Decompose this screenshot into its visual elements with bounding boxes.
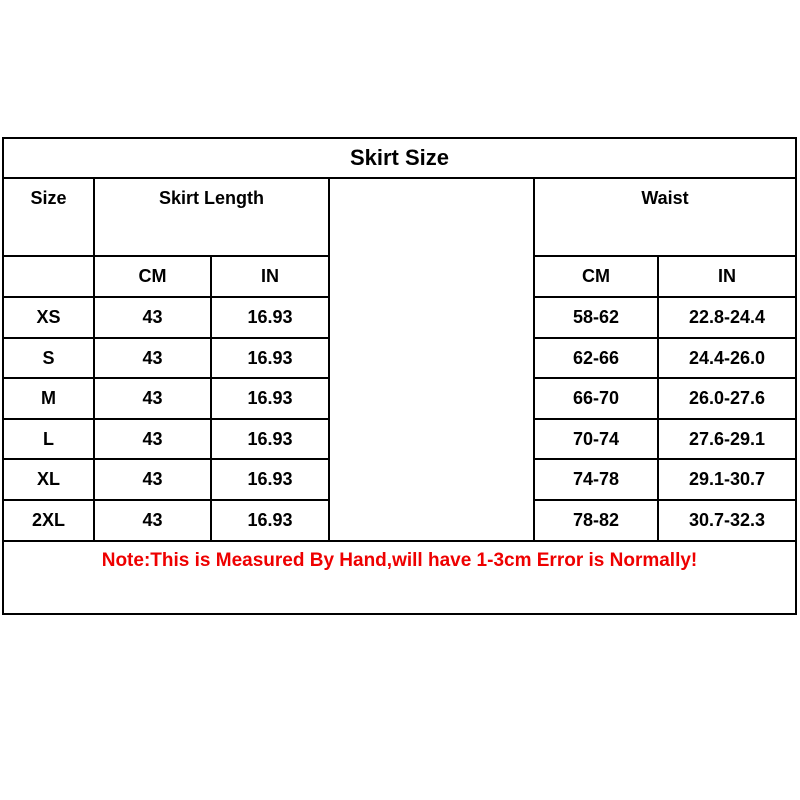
cell-waist-in: 27.6-29.1 [688, 428, 766, 449]
cell-size: S [42, 347, 55, 368]
cell-size: XL [36, 469, 60, 489]
cell-length-cm: 43 [142, 347, 163, 368]
header-length-cm: CM [138, 266, 167, 286]
cell-waist-in: 22.8-24.4 [688, 307, 766, 327]
cell-waist-cm: 74-78 [572, 469, 620, 489]
cell-waist-in: 24.4-26.0 [688, 347, 766, 368]
cell-length-in: 16.93 [247, 469, 293, 489]
cell-waist-cm: 70-74 [572, 428, 620, 449]
cell-waist-in: 30.7-32.3 [688, 510, 766, 530]
cell-size: L [43, 428, 54, 449]
measurement-note: Note:This is Measured By Hand,will have 1-3cm Error is Normally! [101, 550, 698, 571]
header-size: Size [30, 188, 67, 208]
cell-length-in: 16.93 [247, 388, 293, 408]
header-waist: Waist [641, 188, 689, 208]
header-skirt-length: Skirt Length [158, 188, 264, 208]
cell-waist-cm: 78-82 [572, 510, 620, 530]
cell-size: 2XL [31, 510, 65, 530]
cell-size: XS [36, 307, 61, 327]
cell-length-in: 16.93 [247, 510, 293, 530]
cell-length-in: 16.93 [247, 307, 293, 327]
cell-size: M [41, 388, 56, 408]
cell-waist-cm: 66-70 [572, 388, 620, 408]
cell-length-cm: 43 [142, 388, 163, 408]
column-divider [328, 179, 330, 540]
header-waist-in: IN [718, 266, 736, 286]
header-length-in: IN [261, 266, 279, 286]
table-title: Skirt Size [349, 145, 450, 170]
header-waist-cm: CM [582, 266, 610, 286]
cell-length-in: 16.93 [247, 347, 293, 368]
cell-length-cm: 43 [142, 469, 163, 489]
cell-length-in: 16.93 [247, 428, 293, 449]
cell-length-cm: 43 [142, 307, 163, 327]
cell-waist-cm: 62-66 [572, 347, 620, 368]
cell-length-cm: 43 [142, 428, 163, 449]
cell-waist-in: 26.0-27.6 [688, 388, 766, 408]
cell-waist-cm: 58-62 [572, 307, 620, 327]
cell-waist-in: 29.1-30.7 [688, 469, 766, 489]
cell-length-cm: 43 [142, 510, 163, 530]
